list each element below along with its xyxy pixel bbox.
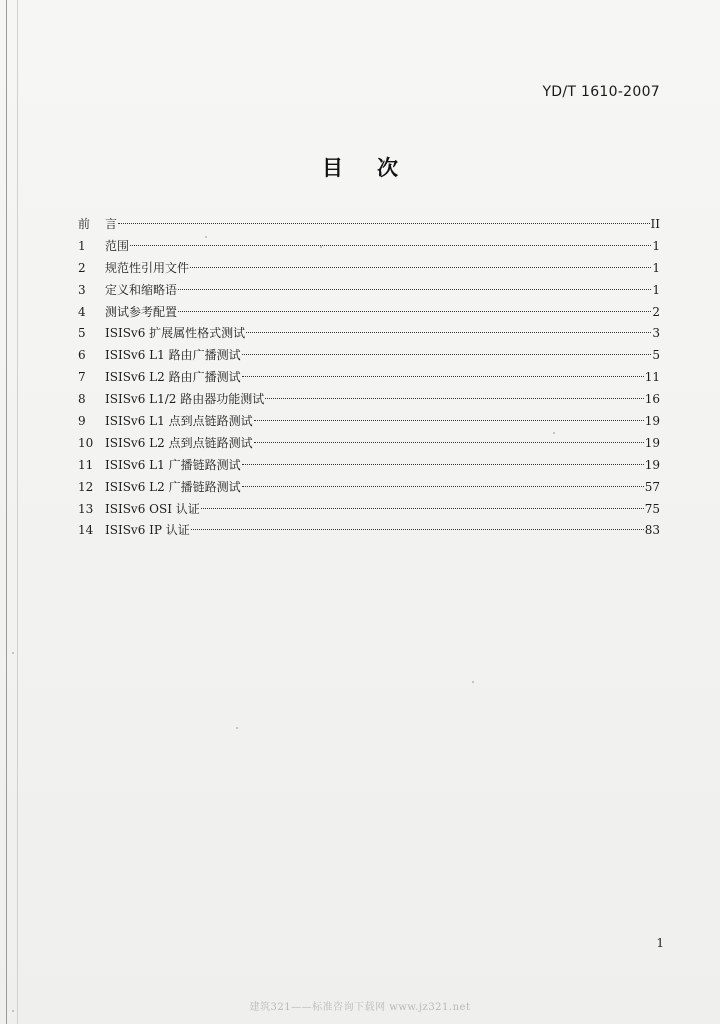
toc-entry-number: 7 (78, 370, 86, 385)
standard-code: YD/T 1610-2007 (542, 84, 660, 100)
toc-entry (78, 258, 660, 280)
toc-entry-title: 测试参考配置 (105, 304, 178, 319)
toc-entry (78, 499, 660, 521)
toc-dot-leader (178, 311, 651, 312)
toc-entry-number: 8 (78, 392, 86, 407)
toc-entry-page: 16 (644, 392, 660, 407)
toc-entry-number: 3 (78, 282, 86, 297)
toc-entry-page: II (650, 217, 660, 231)
toc-entry-title: ISISv6 L2 点到点链路测试 (105, 435, 253, 450)
footer-watermark: 建筑321——标准咨询下载网 www.jz321.net (249, 1002, 471, 1013)
toc-entry-page: 11 (644, 370, 660, 385)
table-of-contents (78, 214, 660, 542)
toc-entry (78, 411, 660, 433)
toc-entry-title: ISISv6 扩展属性格式测试 (105, 326, 246, 341)
toc-entry-title: 规范性引用文件 (105, 260, 190, 275)
page-title (0, 152, 720, 182)
toc-entry-page: 19 (644, 457, 660, 472)
toc-entry (78, 477, 660, 499)
scan-speck (236, 727, 238, 729)
toc-entry (78, 302, 660, 324)
toc-entry (78, 367, 660, 389)
toc-dot-leader (242, 486, 644, 487)
toc-entry (78, 455, 660, 477)
toc-entry-title: 范围 (105, 238, 130, 253)
toc-dot-leader (242, 464, 644, 465)
toc-dot-leader (130, 245, 651, 246)
toc-dot-leader (246, 332, 651, 333)
toc-entry-page: 1 (652, 260, 660, 275)
toc-dot-leader (201, 508, 644, 509)
toc-entry (78, 236, 660, 258)
scan-speck (472, 681, 474, 683)
toc-entry-title: ISISv6 L1 广播链路测试 (105, 457, 241, 472)
toc-entry-title: 言 (105, 217, 118, 231)
toc-dot-leader (178, 289, 651, 290)
toc-dot-leader (118, 223, 650, 224)
toc-entry-page: 1 (652, 282, 660, 297)
toc-dot-leader (242, 376, 644, 377)
title-char-1: 目 (322, 156, 343, 180)
toc-entry-page: 83 (644, 523, 660, 538)
page-number: 1 (656, 936, 664, 950)
toc-entry-page: 19 (644, 435, 660, 450)
toc-entry-page: 3 (652, 326, 660, 341)
toc-dot-leader (254, 420, 644, 421)
toc-entry-number: 14 (78, 523, 94, 538)
toc-entry-page: 75 (644, 501, 660, 516)
toc-entry-number: 5 (78, 326, 86, 341)
toc-entry (78, 389, 660, 411)
scan-speck (12, 1010, 14, 1012)
toc-entry-number: 6 (78, 348, 86, 363)
toc-dot-leader (254, 442, 644, 443)
toc-entry-title: ISISv6 L2 路由广播测试 (105, 370, 241, 385)
toc-entry-number: 10 (78, 435, 94, 450)
toc-entry-title: ISISv6 L1 路由广播测试 (105, 348, 241, 363)
toc-entry-number: 12 (78, 479, 94, 494)
toc-entry-title: ISISv6 IP 认证 (105, 523, 190, 538)
toc-entry-number: 2 (78, 260, 86, 275)
toc-entry-number: 前 (78, 217, 91, 231)
toc-entry-number: 11 (78, 457, 94, 472)
toc-dot-leader (265, 398, 643, 399)
toc-dot-leader (242, 354, 652, 355)
toc-entry (78, 280, 660, 302)
toc-entry-title: 定义和缩略语 (105, 282, 178, 297)
toc-entry-number: 13 (78, 501, 94, 516)
toc-entry-page: 57 (644, 479, 660, 494)
toc-entry-number: 1 (78, 238, 86, 253)
toc-entry-page: 5 (652, 348, 660, 363)
toc-entry (78, 433, 660, 455)
toc-entry (78, 323, 660, 345)
toc-entry-title: ISISv6 L1 点到点链路测试 (105, 414, 253, 429)
scan-speck (320, 246, 322, 248)
toc-entry-number: 9 (78, 414, 86, 429)
toc-entry-title: ISISv6 OSI 认证 (105, 501, 200, 516)
toc-entry-page: 19 (644, 414, 660, 429)
scan-speck (12, 652, 14, 654)
scan-speck (553, 432, 555, 434)
toc-entry-title: ISISv6 L2 广播链路测试 (105, 479, 241, 494)
toc-entry-page: 2 (652, 304, 660, 319)
title-char-2: 次 (377, 156, 398, 180)
toc-entry (78, 345, 660, 367)
toc-dot-leader (191, 529, 644, 530)
scan-speck (205, 236, 207, 238)
toc-entry-page: 1 (652, 238, 660, 253)
toc-entry-number: 4 (78, 304, 86, 319)
toc-entry (78, 520, 660, 542)
toc-entry (78, 214, 660, 236)
toc-dot-leader (190, 267, 651, 268)
toc-entry-title: ISISv6 L1/2 路由器功能测试 (105, 392, 265, 407)
